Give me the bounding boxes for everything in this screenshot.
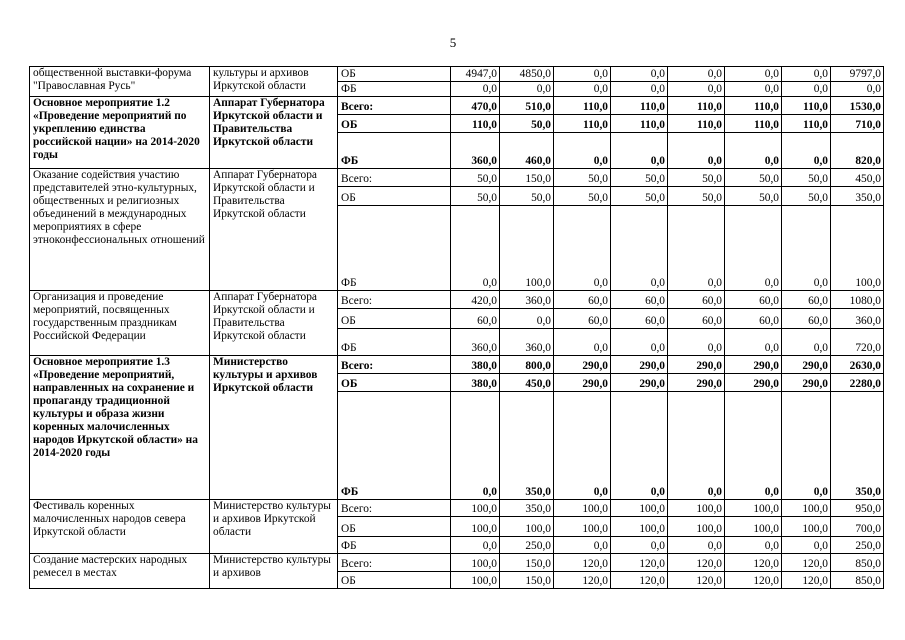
funding-source: ОБ xyxy=(338,67,451,82)
year-value-cell: 120,0 xyxy=(668,554,725,572)
year-value-cell: 0,0 xyxy=(668,392,725,500)
year-value-cell: 60,0 xyxy=(611,291,668,309)
year-value-cell: 110,0 xyxy=(725,115,782,133)
year-value-cell: 0,0 xyxy=(725,329,782,356)
total-cell: 820,0 xyxy=(831,133,884,169)
year-value-cell: 0,0 xyxy=(782,206,831,291)
funding-source: ФБ xyxy=(338,537,451,554)
year-value-cell: 0,0 xyxy=(782,133,831,169)
year-value-cell: 50,0 xyxy=(611,169,668,187)
year-value-cell: 290,0 xyxy=(782,374,831,392)
year-value-cell: 110,0 xyxy=(611,115,668,133)
total-cell: 360,0 xyxy=(831,309,884,329)
year-value-cell: 50,0 xyxy=(451,187,500,206)
year-value-cell: 120,0 xyxy=(554,554,611,572)
year-value-cell: 420,0 xyxy=(451,291,500,309)
year-value-cell: 110,0 xyxy=(668,115,725,133)
year-value-cell: 350,0 xyxy=(500,392,554,500)
year-value-cell: 0,0 xyxy=(782,67,831,82)
total-cell: 250,0 xyxy=(831,537,884,554)
year-value-cell: 0,0 xyxy=(500,82,554,97)
year-value-cell: 290,0 xyxy=(554,374,611,392)
funding-source: Всего: xyxy=(338,554,451,572)
year-value-cell: 0,0 xyxy=(668,82,725,97)
year-value-cell: 0,0 xyxy=(668,537,725,554)
total-cell: 450,0 xyxy=(831,169,884,187)
year-value-cell: 60,0 xyxy=(554,291,611,309)
year-value-cell: 380,0 xyxy=(451,356,500,374)
total-cell: 2280,0 xyxy=(831,374,884,392)
total-cell: 720,0 xyxy=(831,329,884,356)
year-value-cell: 0,0 xyxy=(782,392,831,500)
year-value-cell: 100,0 xyxy=(725,517,782,537)
year-value-cell: 60,0 xyxy=(782,309,831,329)
year-value-cell: 460,0 xyxy=(500,133,554,169)
year-value-cell: 0,0 xyxy=(668,67,725,82)
funding-source: ФБ xyxy=(338,206,451,291)
year-value-cell: 380,0 xyxy=(451,374,500,392)
funding-source: ОБ xyxy=(338,374,451,392)
year-value-cell: 450,0 xyxy=(500,374,554,392)
year-value-cell: 4850,0 xyxy=(500,67,554,82)
year-value-cell: 150,0 xyxy=(500,554,554,572)
year-value-cell: 60,0 xyxy=(668,309,725,329)
executor: Министерство культуры и архивов Иркутской области xyxy=(210,500,338,554)
executor: Министерство культуры и архивов Иркутской области xyxy=(210,356,338,500)
table-row xyxy=(30,500,884,517)
year-value-cell: 800,0 xyxy=(500,356,554,374)
year-value-cell: 0,0 xyxy=(611,392,668,500)
year-value-cell: 60,0 xyxy=(668,291,725,309)
funding-source: Всего: xyxy=(338,97,451,115)
year-value-cell: 360,0 xyxy=(500,329,554,356)
funding-source: ОБ xyxy=(338,517,451,537)
table-row xyxy=(30,169,884,187)
year-value-cell: 60,0 xyxy=(451,309,500,329)
year-value-cell: 0,0 xyxy=(725,82,782,97)
year-value-cell: 100,0 xyxy=(451,517,500,537)
funding-source: ФБ xyxy=(338,82,451,97)
funding-source: Всего: xyxy=(338,356,451,374)
year-value-cell: 120,0 xyxy=(782,572,831,589)
page-number: 5 xyxy=(449,35,457,50)
total-cell: 100,0 xyxy=(831,206,884,291)
year-value-cell: 0,0 xyxy=(611,67,668,82)
year-value-cell: 50,0 xyxy=(611,187,668,206)
activity-name: Оказание содействия участию представителей этно-культурных, общественных и религиозных объединений в международных мероприятиях в сфере этноконфессиональных отношений xyxy=(30,169,210,291)
year-value-cell: 50,0 xyxy=(782,187,831,206)
activity-name: Основное мероприятие 1.2 «Проведение мероприятий по укреплению единства российской нации» на 2014-2020 годы xyxy=(30,97,210,169)
year-value-cell: 50,0 xyxy=(500,187,554,206)
table-row xyxy=(30,97,884,115)
year-value-cell: 60,0 xyxy=(782,291,831,309)
year-value-cell: 100,0 xyxy=(668,500,725,517)
year-value-cell: 0,0 xyxy=(554,206,611,291)
table-row xyxy=(30,67,884,82)
year-value-cell: 290,0 xyxy=(725,374,782,392)
year-value-cell: 50,0 xyxy=(725,187,782,206)
year-value-cell: 0,0 xyxy=(611,537,668,554)
year-value-cell: 100,0 xyxy=(554,517,611,537)
year-value-cell: 120,0 xyxy=(611,554,668,572)
year-value-cell: 0,0 xyxy=(554,537,611,554)
total-cell: 350,0 xyxy=(831,392,884,500)
year-value-cell: 100,0 xyxy=(782,500,831,517)
total-cell: 710,0 xyxy=(831,115,884,133)
year-value-cell: 0,0 xyxy=(668,206,725,291)
year-value-cell: 0,0 xyxy=(782,537,831,554)
activity-name: Организация и проведение мероприятий, посвященных государственным праздникам Российской Федерации xyxy=(30,291,210,356)
funding-source: ОБ xyxy=(338,309,451,329)
year-value-cell: 0,0 xyxy=(725,392,782,500)
year-value-cell: 250,0 xyxy=(500,537,554,554)
year-value-cell: 0,0 xyxy=(725,133,782,169)
year-value-cell: 110,0 xyxy=(782,115,831,133)
funding-source: Всего: xyxy=(338,169,451,187)
year-value-cell: 0,0 xyxy=(554,133,611,169)
executor: культуры и архивов Иркутской области xyxy=(210,67,338,97)
year-value-cell: 290,0 xyxy=(668,374,725,392)
year-value-cell: 100,0 xyxy=(554,500,611,517)
year-value-cell: 50,0 xyxy=(782,169,831,187)
year-value-cell: 0,0 xyxy=(500,309,554,329)
total-cell: 950,0 xyxy=(831,500,884,517)
year-value-cell: 0,0 xyxy=(451,82,500,97)
year-value-cell: 120,0 xyxy=(668,572,725,589)
year-value-cell: 110,0 xyxy=(611,97,668,115)
year-value-cell: 290,0 xyxy=(782,356,831,374)
year-value-cell: 110,0 xyxy=(668,97,725,115)
year-value-cell: 60,0 xyxy=(725,291,782,309)
year-value-cell: 150,0 xyxy=(500,572,554,589)
executor: Министерство культуры и архивов xyxy=(210,554,338,589)
year-value-cell: 50,0 xyxy=(554,187,611,206)
year-value-cell: 290,0 xyxy=(611,356,668,374)
total-cell: 1080,0 xyxy=(831,291,884,309)
year-value-cell: 120,0 xyxy=(611,572,668,589)
year-value-cell: 50,0 xyxy=(451,169,500,187)
year-value-cell: 50,0 xyxy=(668,169,725,187)
year-value-cell: 100,0 xyxy=(782,517,831,537)
year-value-cell: 110,0 xyxy=(782,97,831,115)
activity-name: Фестиваль коренных малочисленных народов севера Иркутской области xyxy=(30,500,210,554)
year-value-cell: 0,0 xyxy=(782,329,831,356)
year-value-cell: 290,0 xyxy=(725,356,782,374)
activity-name: общественной выставки-форума "Православная Русь" xyxy=(30,67,210,97)
table-row xyxy=(30,356,884,374)
year-value-cell: 100,0 xyxy=(500,206,554,291)
year-value-cell: 0,0 xyxy=(782,82,831,97)
year-value-cell: 60,0 xyxy=(554,309,611,329)
year-value-cell: 50,0 xyxy=(725,169,782,187)
year-value-cell: 0,0 xyxy=(554,82,611,97)
funding-source: ФБ xyxy=(338,392,451,500)
table-row xyxy=(30,554,884,572)
total-cell: 9797,0 xyxy=(831,67,884,82)
year-value-cell: 100,0 xyxy=(611,517,668,537)
year-value-cell: 100,0 xyxy=(451,572,500,589)
year-value-cell: 60,0 xyxy=(725,309,782,329)
year-value-cell: 0,0 xyxy=(668,329,725,356)
activity-name: Основное мероприятие 1.3 «Проведение мероприятий, направленных на сохранение и пропаганду традиционной культуры и образа жизни коренных малочисленных народов Иркутской области» на 2014-2020 годы xyxy=(30,356,210,500)
year-value-cell: 0,0 xyxy=(611,206,668,291)
funding-source: Всего: xyxy=(338,291,451,309)
year-value-cell: 50,0 xyxy=(554,169,611,187)
year-value-cell: 0,0 xyxy=(554,392,611,500)
year-value-cell: 470,0 xyxy=(451,97,500,115)
total-cell: 850,0 xyxy=(831,572,884,589)
total-cell: 350,0 xyxy=(831,187,884,206)
executor: Аппарат Губернатора Иркутской области и Правительства Иркутской области xyxy=(210,169,338,291)
year-value-cell: 50,0 xyxy=(668,187,725,206)
table-row xyxy=(30,291,884,309)
year-value-cell: 100,0 xyxy=(451,500,500,517)
funding-source: ФБ xyxy=(338,329,451,356)
year-value-cell: 0,0 xyxy=(611,133,668,169)
year-value-cell: 290,0 xyxy=(668,356,725,374)
year-value-cell: 290,0 xyxy=(611,374,668,392)
year-value-cell: 100,0 xyxy=(451,554,500,572)
year-value-cell: 360,0 xyxy=(451,329,500,356)
total-cell: 1530,0 xyxy=(831,97,884,115)
funding-source: ФБ xyxy=(338,133,451,169)
year-value-cell: 60,0 xyxy=(611,309,668,329)
total-cell: 850,0 xyxy=(831,554,884,572)
year-value-cell: 120,0 xyxy=(725,554,782,572)
year-value-cell: 0,0 xyxy=(725,67,782,82)
year-value-cell: 100,0 xyxy=(725,500,782,517)
executor: Аппарат Губернатора Иркутской области и Правительства Иркутской области xyxy=(210,97,338,169)
year-value-cell: 0,0 xyxy=(451,206,500,291)
year-value-cell: 100,0 xyxy=(668,517,725,537)
total-cell: 2630,0 xyxy=(831,356,884,374)
funding-source: ОБ xyxy=(338,187,451,206)
year-value-cell: 0,0 xyxy=(451,392,500,500)
year-value-cell: 100,0 xyxy=(611,500,668,517)
funding-source: ОБ xyxy=(338,572,451,589)
year-value-cell: 290,0 xyxy=(554,356,611,374)
total-cell: 700,0 xyxy=(831,517,884,537)
year-value-cell: 110,0 xyxy=(554,115,611,133)
year-value-cell: 360,0 xyxy=(500,291,554,309)
year-value-cell: 0,0 xyxy=(725,537,782,554)
total-cell: 0,0 xyxy=(831,82,884,97)
funding-source: Всего: xyxy=(338,500,451,517)
year-value-cell: 0,0 xyxy=(451,537,500,554)
year-value-cell: 120,0 xyxy=(554,572,611,589)
year-value-cell: 120,0 xyxy=(782,554,831,572)
year-value-cell: 100,0 xyxy=(500,517,554,537)
year-value-cell: 110,0 xyxy=(451,115,500,133)
year-value-cell: 110,0 xyxy=(725,97,782,115)
year-value-cell: 0,0 xyxy=(554,329,611,356)
year-value-cell: 120,0 xyxy=(725,572,782,589)
year-value-cell: 50,0 xyxy=(500,115,554,133)
activity-name: Создание мастерских народных ремесел в местах xyxy=(30,554,210,589)
budget-table xyxy=(29,66,884,589)
funding-source: ОБ xyxy=(338,115,451,133)
year-value-cell: 350,0 xyxy=(500,500,554,517)
year-value-cell: 0,0 xyxy=(554,67,611,82)
year-value-cell: 0,0 xyxy=(725,206,782,291)
year-value-cell: 150,0 xyxy=(500,169,554,187)
year-value-cell: 510,0 xyxy=(500,97,554,115)
year-value-cell: 0,0 xyxy=(668,133,725,169)
year-value-cell: 0,0 xyxy=(611,329,668,356)
year-value-cell: 4947,0 xyxy=(451,67,500,82)
year-value-cell: 0,0 xyxy=(611,82,668,97)
executor: Аппарат Губернатора Иркутской области и Правительства Иркутской области xyxy=(210,291,338,356)
year-value-cell: 360,0 xyxy=(451,133,500,169)
year-value-cell: 110,0 xyxy=(554,97,611,115)
